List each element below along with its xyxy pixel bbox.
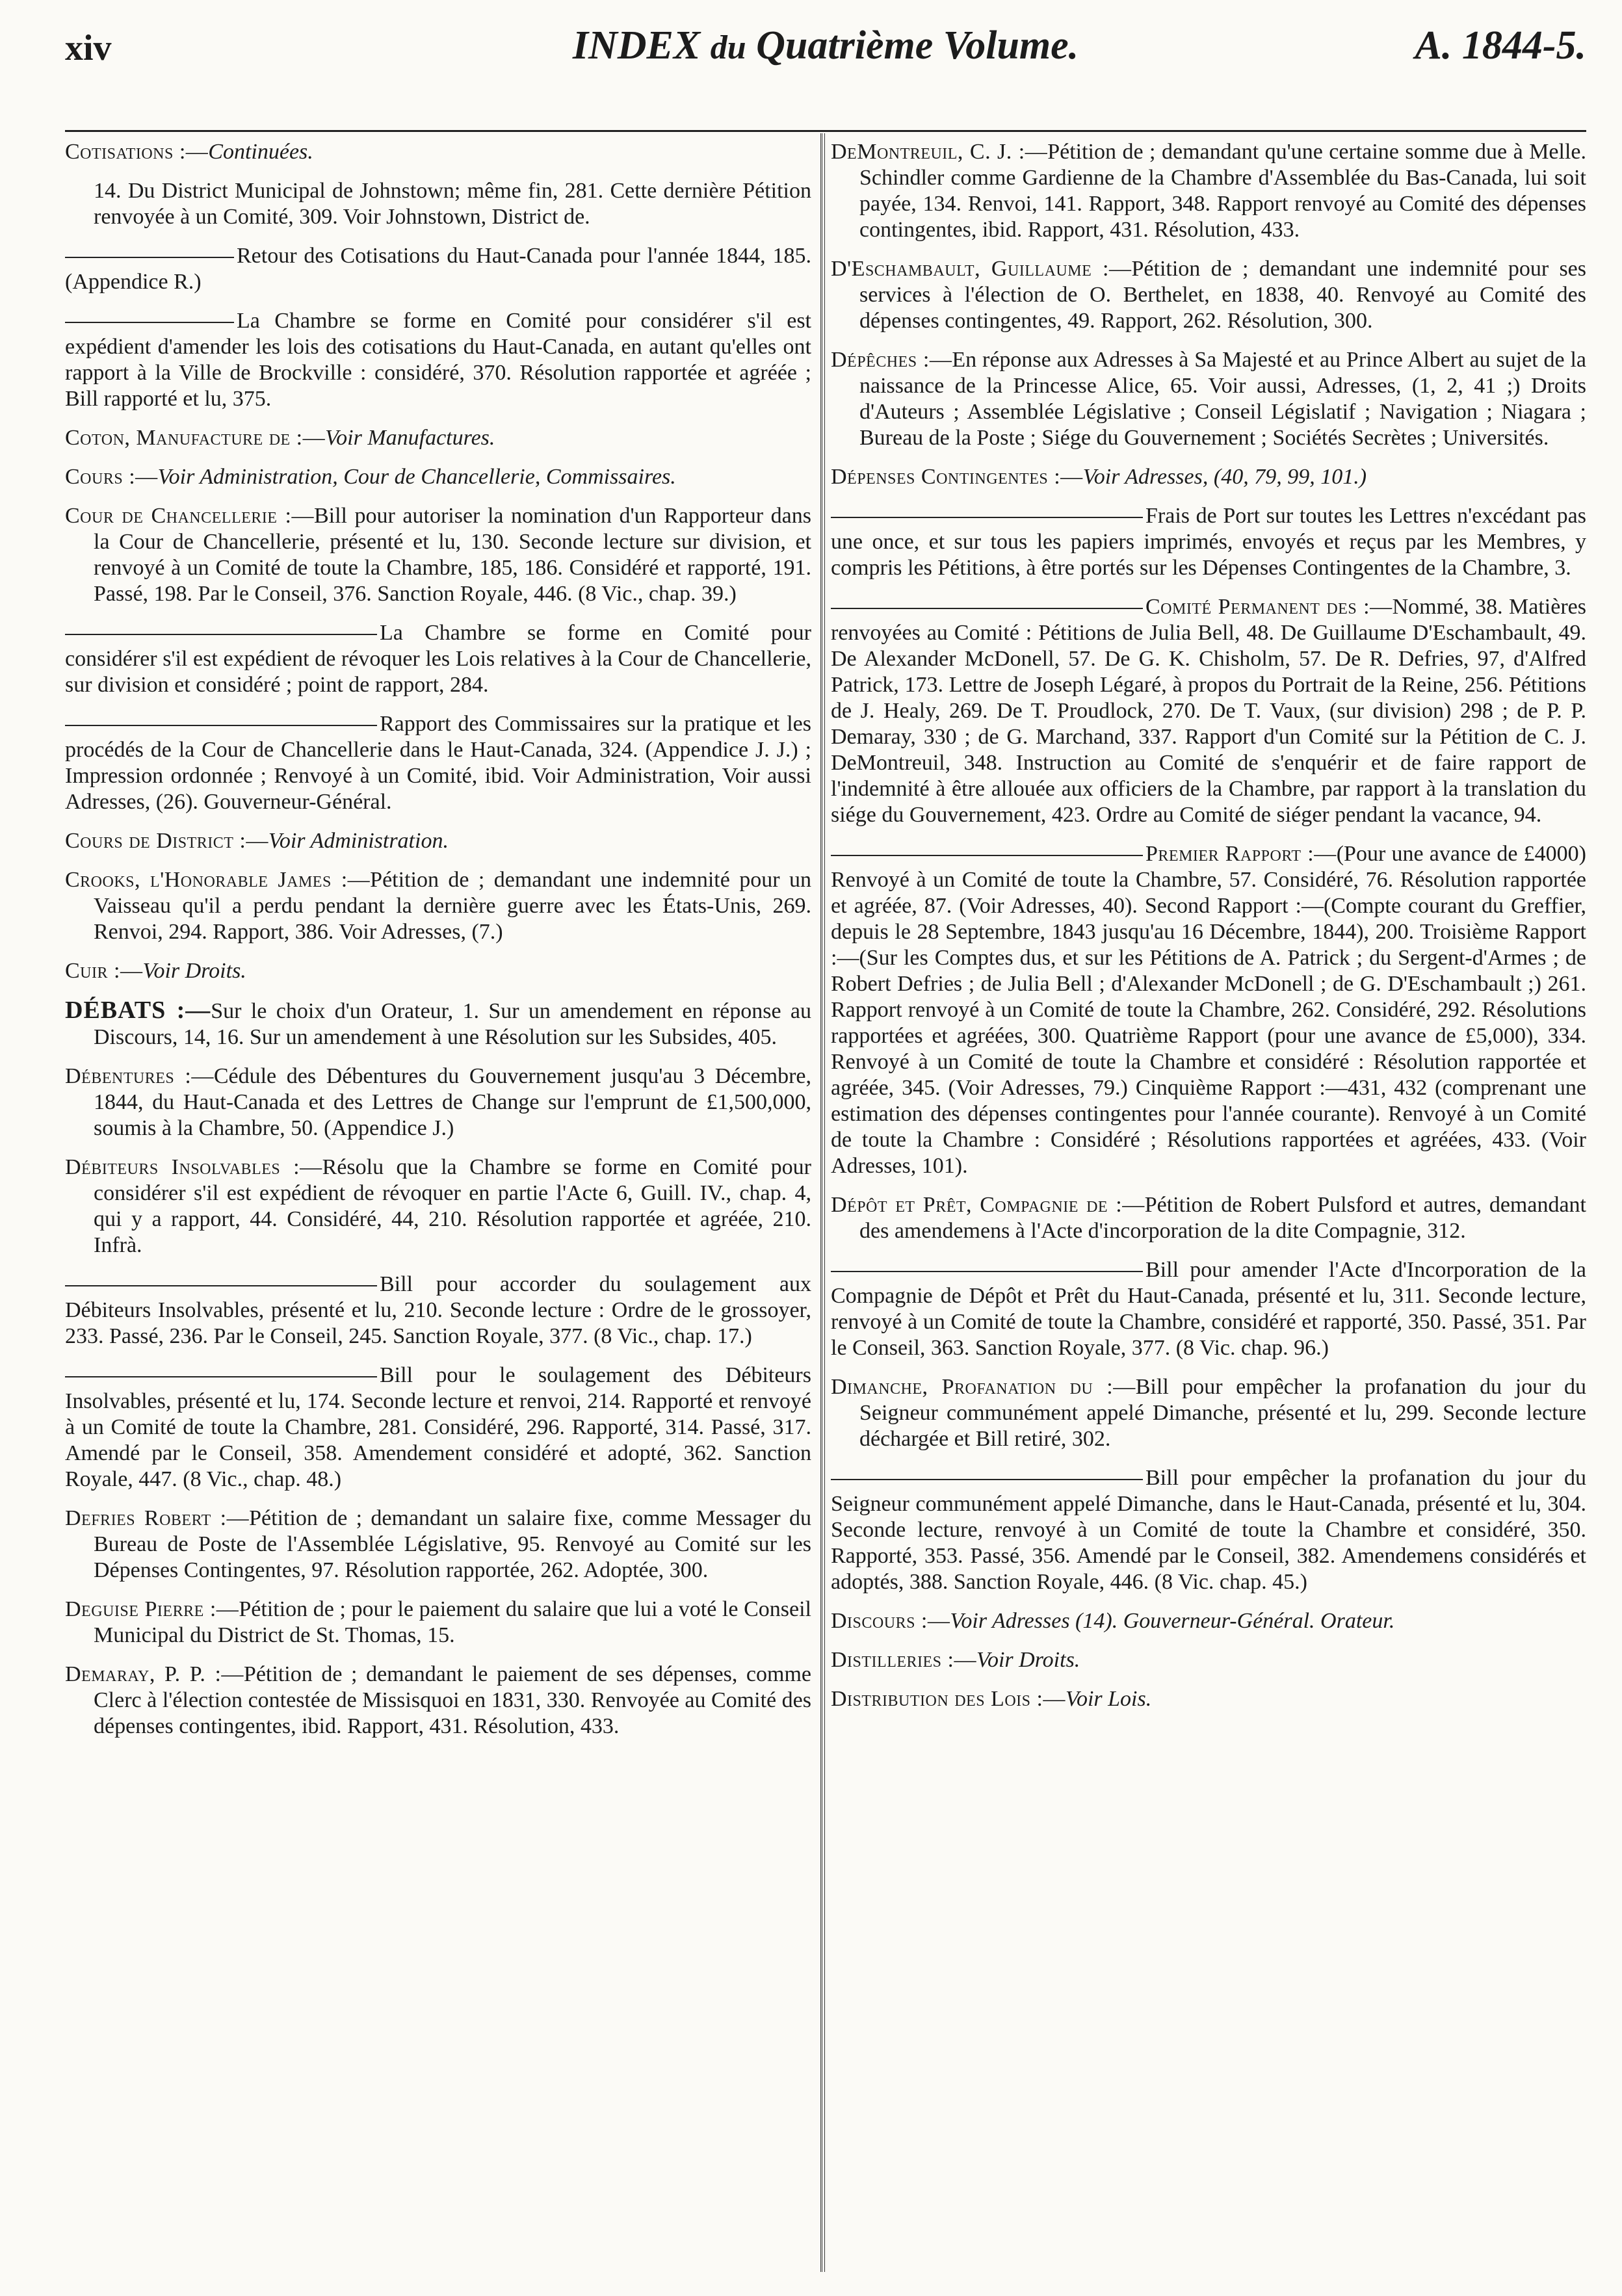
index-entry: La Chambre se forme en Comité pour considérer s'il est expédient d'amender les lois des cotisations du Haut-Canada, en autant qu'elles ont rapport à la Ville de Brockville : considéré, 370. Résolution rapportée et agréée ; Bill rapporté et lu, 375. bbox=[65, 309, 811, 411]
title-index: INDEX bbox=[572, 23, 701, 68]
index-entry: 14. Du District Municipal de Johnstown; même fin, 281. Cette dernière Pétition renvoyée à un Comité, 309. Voir Johnstown, District de. bbox=[94, 179, 811, 229]
continuation-rule bbox=[65, 322, 234, 323]
title-volume: Volume. bbox=[943, 23, 1079, 68]
index-entry: Retour des Cotisations du Haut-Canada pour l'année 1844, 185. (Appendice R.) bbox=[65, 244, 811, 294]
title-du: du bbox=[710, 29, 746, 66]
index-entry: Rapport des Commissaires sur la pratique et les procédés de la Cour de Chancellerie dans le Haut-Canada, 324. (Appendice J. J.) ; Impression ordonnée ; Renvoyé à un Comité, ibid. Voir Administration, Voir aussi Adresses, (26). Gouverneur-Général. bbox=[65, 712, 811, 814]
index-entry: Cours :—Voir Administration, Cour de Chancellerie, Commissaires. bbox=[65, 465, 676, 489]
continuation-rule bbox=[831, 1271, 1143, 1272]
continuation-rule bbox=[65, 725, 377, 726]
index-entry: D'Eschambault, Guillaume :—Pétition de ; demandant une indemnité pour ses services à l'élection de O. Berthelet, en 1838, 40. Renvoyé au Comité des dépenses contingentes, 49. Rapport, 262. Résolution, 300. bbox=[831, 257, 1586, 333]
header-rule bbox=[65, 130, 1586, 132]
column-divider bbox=[820, 133, 825, 2272]
right-column bbox=[831, 139, 1586, 2278]
year-label: A. 1844-5. bbox=[1415, 23, 1586, 68]
continuation-rule bbox=[831, 517, 1143, 518]
index-entry: Defries Robert :—Pétition de ; demandant un salaire fixe, comme Messager du Bureau de Poste de l'Assemblée Législative, 95. Renvoyé au Comité sur les Dépenses Contingentes, 97. Résolution rapportée, 262. Adoptée, 300. bbox=[65, 1506, 811, 1582]
index-entry: Dépêches :—En réponse aux Adresses à Sa Majesté et au Prince Albert au sujet de la naissance de la Princesse Alice, 65. Voir aussi, Adresses, (1, 2, 41 ;) Droits d'Auteurs ; Assemblée Législative ; Conseil Législatif ; Navigation ; Niagara ; Bureau de la Poste ; Siége du Gouvernement ; Sociétés Secrètes ; Universités. bbox=[831, 348, 1586, 450]
index-entry: Comité Permanent des :—Nommé, 38. Matières renvoyées au Comité : Pétitions de Julia Bell, 48. De Guillaume D'Eschambault, 49. De Alexander McDonell, 57. De G. K. Chisholm, 57. De R. Defries, 97, d'Alfred Patrick, 173. Lettre de Joseph Légaré, à propos du Portrait de la Reine, 256. Pétitions de J. Healy, 269. De T. Proudlock, 270. De T. Vaux, (sur division) 298 ; de P. P. Demaray, 330 ; de G. Marchand, 337. Rapport d'un Comité sur la Pétition de C. J. DeMontreuil, 348. Instruction au Comité de s'enquérir et de faire rapport de l'indemnité à être allouée aux officiers de la Chambre, par rapport à la translation du siége du Gouvernement, 423. Ordre au Comité de siéger pendant la vacance, 94. bbox=[831, 595, 1586, 827]
continuation-rule bbox=[831, 1479, 1143, 1480]
index-entry: Deguise Pierre :—Pétition de ; pour le paiement du salaire que lui a voté le Conseil Municipal du District de St. Thomas, 15. bbox=[65, 1597, 811, 1647]
left-column bbox=[65, 139, 811, 2278]
continuation-rule bbox=[831, 855, 1143, 856]
index-entry: Crooks, l'Honorable James :—Pétition de ; demandant une indemnité pour un Vaisseau qu'il a perdu pendant la dernière guerre avec les États-Unis, 269. Renvoi, 294. Rapport, 386. Voir Adresses, (7.) bbox=[65, 868, 811, 944]
page-title bbox=[65, 23, 1586, 68]
index-entry: Distilleries :—Voir Droits. bbox=[831, 1648, 1080, 1672]
index-entry: Dimanche, Profanation du :—Bill pour empêcher la profanation du jour du Seigneur communément appelé Dimanche, présenté et lu, 299. Seconde lecture déchargée et Bill retiré, 302. bbox=[831, 1375, 1586, 1451]
index-entry: Cuir :—Voir Droits. bbox=[65, 959, 246, 983]
continuation-rule bbox=[65, 1376, 377, 1377]
index-entry: Distribution des Lois :—Voir Lois. bbox=[831, 1687, 1152, 1711]
index-entry: DÉBATS :—Sur le choix d'un Orateur, 1. Sur un amendement en réponse au Discours, 14, 16. Sur un amendement à une Résolution sur les Subsides, 405. bbox=[65, 997, 811, 1049]
index-entry: Débentures :—Cédule des Débentures du Gouvernement jusqu'au 3 Décembre, 1844, du Haut-Canada et des Lettres de Change sur l'emprunt de £1,500,000, soumis à la Chambre, 50. (Appendice J.) bbox=[65, 1064, 811, 1140]
continuation-rule bbox=[65, 257, 234, 258]
index-entry: Cour de Chancellerie :—Bill pour autoriser la nomination d'un Rapporteur dans la Cour de Chancellerie, présenté et lu, 130. Seconde lecture sur division, et renvoyé à un Comité de toute la Chambre, 185, 186. Considéré et rapporté, 191. Passé, 198. Par le Conseil, 376. Sanction Royale, 446. (8 Vic., chap. 39.) bbox=[65, 504, 811, 606]
index-entry: Bill pour accorder du soulagement aux Débiteurs Insolvables, présenté et lu, 210. Seconde lecture : Ordre de le grossoyer, 233. Passé, 236. Par le Conseil, 245. Sanction Royale, 377. (8 Vic., chap. 17.) bbox=[65, 1272, 811, 1348]
index-entry: Demaray, P. P. :—Pétition de ; demandant le paiement de ses dépenses, comme Clerc à l'élection contestée de Missisquoi en 1831, 330. Renvoyée au Comité des dépenses contingentes, ibid. Rapport, 431. Résolution, 433. bbox=[65, 1662, 811, 1738]
index-entry: Frais de Port sur toutes les Lettres n'excédant pas une once, et sur tous les papiers imprimés, envoyés et reçus par les Membres, y compris les Pétitions, à être portés sur les Dépenses Contingentes de la Chambre, 3. bbox=[831, 504, 1586, 580]
index-entry: Premier Rapport :—(Pour une avance de £4000) Renvoyé à un Comité de toute la Chambre, 57. Considéré, 76. Résolution rapportée et agréée, 87. (Voir Adresses, 40). Second Rapport :—(Compte courant du Greffier, depuis le 28 Septembre, 1843 jusqu'au 16 Décembre, 1844), 200. Troisième Rapport :—(Sur les Comptes dus, et sur les Pétitions de A. Patrick ; du Sergent-d'Armes ; de Robert Defries ; de Julia Bell ; d'Alexander McDonell ; de G. D'Eschambault ;) 261. Rapport renvoyé à un Comité de toute la Chambre, 262. Considéré, 292. Résolutions rapportées et agréées, 300. Quatrième Rapport (pour une avance de £5,000), 334. Renvoyé à un Comité de toute la Chambre et considéré : Résolution rapportée et agréée, 345. (Voir Adresses, 79.) Cinquième Rapport :—431, 432 (comprenant une estimation des dépenses contingentes pour l'année courante). Renvoyé à un Comité de toute la Chambre : Considéré ; Résolutions rapportées et agréées, 433. (Voir Adresses, 101). bbox=[831, 842, 1586, 1178]
index-entry: Bill pour le soulagement des Débiteurs Insolvables, présenté et lu, 174. Seconde lecture et renvoi, 214. Rapporté et renvoyé à un Comité de toute la Chambre, 281. Considéré, 296. Rapporté, 314. Passé, 317. Amendé par le Conseil, 358. Amendement considéré et adopté, 362. Sanction Royale, 447. (8 Vic., chap. 48.) bbox=[65, 1363, 811, 1491]
index-entry: Discours :—Voir Adresses (14). Gouverneur-Général. Orateur. bbox=[831, 1609, 1395, 1633]
index-entry: Dépenses Contingentes :—Voir Adresses, (40, 79, 99, 101.) bbox=[831, 465, 1367, 489]
page-header bbox=[65, 23, 1586, 78]
index-entry: DeMontreuil, C. J. :—Pétition de ; demandant qu'une certaine somme due à Melle. Schindler comme Gardienne de la Chambre d'Assemblée du Bas-Canada, lui soit payée, 134. Renvoi, 141. Rapport, 348. Rapport renvoyé au Comité des dépenses contingentes, ibid. Rapport, 431. Résolution, 433. bbox=[831, 140, 1586, 242]
index-entry: Bill pour empêcher la profanation du jour du Seigneur communément appelé Dimanche, dans le Haut-Canada, présenté et lu, 304. Seconde lecture, renvoyé à un Comité de toute la Chambre et considéré, 350. Rapporté, 353. Passé, 356. Amendé par le Conseil, 382. Amendemens considérés et adoptés, 388. Sanction Royale, 446. (8 Vic. chap. 45.) bbox=[831, 1466, 1586, 1594]
title-quatrieme: Quatrième bbox=[756, 23, 934, 68]
index-entry: Cours de District :—Voir Administration. bbox=[65, 829, 449, 853]
index-entry: La Chambre se forme en Comité pour considérer s'il est expédient de révoquer les Lois relatives à la Cour de Chancellerie, sur division et considéré ; point de rapport, 284. bbox=[65, 621, 811, 697]
index-entry: Dépôt et Prêt, Compagnie de :—Pétition de Robert Pulsford et autres, demandant des amendemens à l'Acte d'incorporation de la dite Compagnie, 312. bbox=[831, 1193, 1586, 1243]
page-number: xiv bbox=[65, 28, 112, 68]
index-entry: Coton, Manufacture de :—Voir Manufactures. bbox=[65, 426, 495, 450]
continuation-rule bbox=[65, 634, 377, 635]
index-entry: Débiteurs Insolvables :—Résolu que la Chambre se forme en Comité pour considérer s'il est expédient de révoquer en partie l'Acte 6, Guill. IV., chap. 4, qui y a rapport, 44. Considéré, 44, 210. Résolution rapportée et agréée, 210. Infrà. bbox=[65, 1155, 811, 1257]
index-entry: Bill pour amender l'Acte d'Incorporation de la Compagnie de Dépôt et Prêt du Haut-Canada, présenté et lu, 311. Seconde lecture, renvoyé à un Comité de toute la Chambre, considéré et rapporté, 350. Passé, 351. Par le Conseil, 363. Sanction Royale, 377. (8 Vic. chap. 96.) bbox=[831, 1258, 1586, 1360]
index-entry: Cotisations :—Continuées. bbox=[65, 140, 313, 164]
continuation-rule bbox=[65, 1285, 377, 1286]
continuation-rule bbox=[831, 608, 1143, 609]
